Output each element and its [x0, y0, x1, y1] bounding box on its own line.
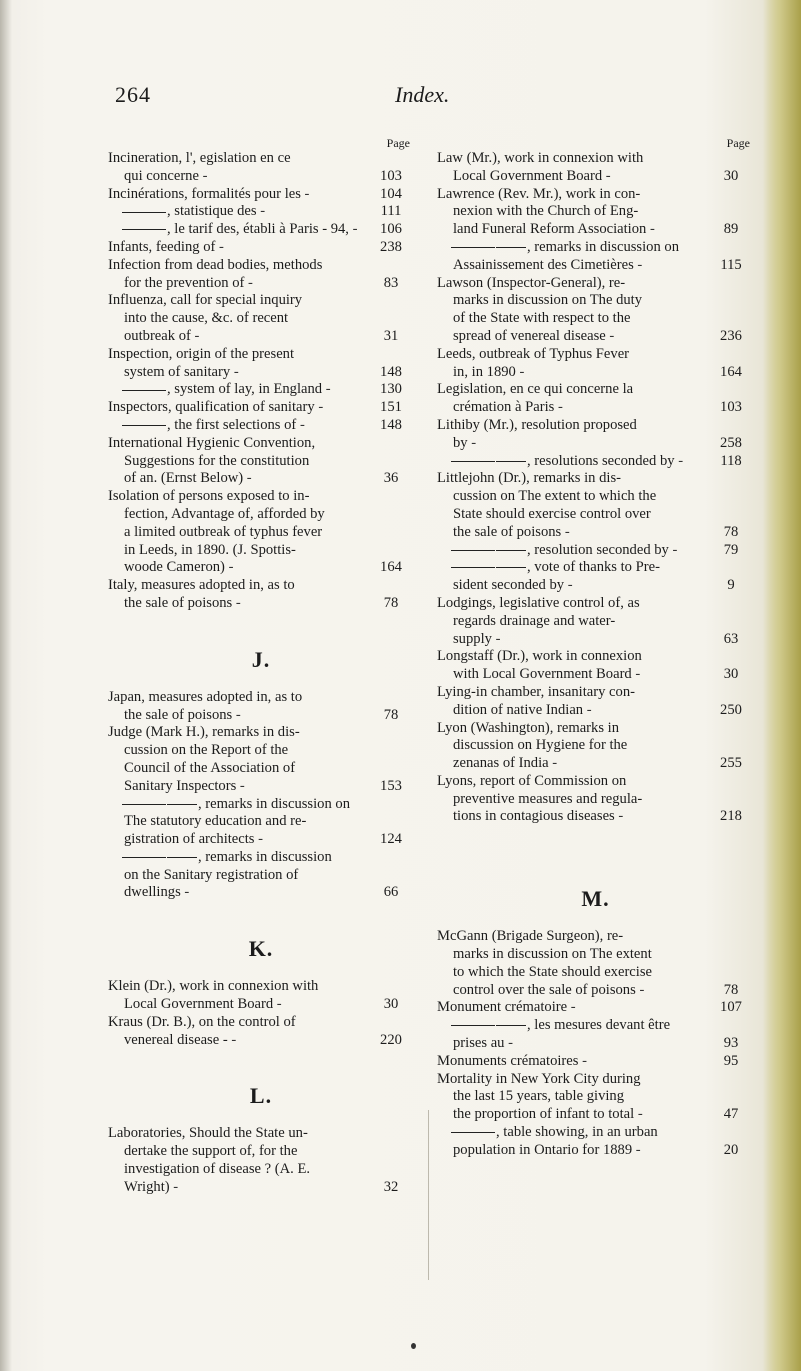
entry-text: supply — [453, 630, 492, 647]
entry-page-number: 32 — [383, 1178, 399, 1195]
entry-text: dition of native Indian — [453, 701, 584, 718]
leader-dashes: - — [314, 399, 324, 416]
entry-text: cussion on the Report of the — [124, 742, 289, 759]
entry-text: Inspectors, qualification of sanitary — [108, 399, 315, 416]
leader-dashes: - — [256, 203, 266, 220]
entry-page-number: 78 — [723, 523, 739, 540]
entry-page-number: 47 — [723, 1106, 739, 1123]
index-entry — [108, 978, 414, 1014]
entry-text: zenanas of India — [453, 755, 549, 772]
running-head: Index. — [395, 82, 450, 107]
leader-dashes: - — [504, 1035, 513, 1052]
leader-dashes: - — [561, 523, 570, 540]
entry-text: the sale of poisons — [124, 706, 233, 723]
entry-text: Lithiby (Mr.), resolution proposed — [437, 416, 637, 433]
entry-text: , the first selections of — [167, 416, 297, 433]
entry-page-number: 79 — [723, 541, 739, 558]
ditto-dash — [122, 804, 166, 805]
entry-text: Suggestions for the constitution — [124, 452, 310, 469]
entry-page-number: 115 — [720, 256, 742, 273]
index-entry — [108, 689, 414, 725]
page-edge-discoloration — [763, 0, 801, 1371]
entry-text: The statutory education and re- — [124, 813, 307, 830]
entry-text: , remarks in discussion on — [198, 795, 351, 812]
entry-text: crémation à Paris — [453, 399, 555, 416]
leader-dashes: - — [180, 884, 190, 901]
entry-text: Monuments crématoires — [437, 1052, 579, 1069]
index-entry — [108, 488, 414, 577]
index-entry — [108, 399, 414, 417]
entry-text: woode Cameron) — [124, 559, 225, 576]
entry-text: marks in discussion on The duty — [453, 292, 643, 309]
entry-text: Council of the Association of — [124, 759, 296, 776]
ditto-dash — [122, 857, 166, 858]
entry-page-number: 106 — [380, 221, 402, 238]
index-column-left — [108, 136, 414, 1197]
entry-text: to which the State should exercise — [453, 963, 652, 980]
index-entry — [437, 186, 754, 239]
leader-dashes: - — [632, 1141, 641, 1158]
entry-text: population in Ontario for 1889 — [453, 1141, 633, 1158]
entry-page-number: 164 — [380, 559, 402, 576]
ditto-dash — [451, 461, 495, 462]
ditto-dash — [167, 804, 197, 805]
entry-text: Incineration, l', egislation en ce — [108, 150, 291, 166]
leader-dashes: - — [230, 363, 239, 380]
entry-text: outbreak of — [124, 327, 191, 344]
section-letter: L. — [249, 1083, 273, 1109]
leader-dashes: - — [236, 777, 245, 794]
entry-page-number: 124 — [380, 831, 402, 848]
entry-text: Inspection, origin of the present — [108, 345, 295, 362]
entry-text: the proportion of infant to total — [453, 1106, 635, 1123]
ditto-dash — [167, 857, 197, 858]
section-letter: J. — [251, 646, 271, 672]
ditto-dash — [451, 567, 495, 568]
index-entry — [437, 559, 754, 595]
entry-text: Incinérations, formalités pour les — [108, 185, 301, 202]
entry-text: State should exercise control over — [453, 505, 651, 522]
ditto-dash — [451, 550, 495, 551]
entry-text: , vote of thanks to Pre- — [527, 559, 660, 576]
entry-text: McGann (Brigade Surgeon), re- — [437, 928, 624, 945]
leader-dashes: - — [668, 541, 678, 558]
index-entry — [108, 577, 414, 613]
entry-page-number: 107 — [720, 999, 742, 1016]
index-entry — [108, 724, 414, 795]
entry-text: tions in contagious diseases — [453, 808, 615, 825]
entry-text: Local Government Board — [124, 996, 274, 1013]
leader-dashes: - — [564, 577, 573, 594]
entry-text: dertake the support of, for the — [124, 1143, 298, 1160]
leader-dashes: - — [227, 1031, 237, 1048]
entry-text: a limited outbreak of typhus fever — [124, 523, 323, 540]
entry-text: investigation of disease ? (A. E. — [124, 1161, 311, 1178]
entry-text: with Local Government Board — [453, 666, 632, 683]
index-entry — [437, 720, 754, 773]
leader-dashes: - — [602, 167, 611, 184]
entry-text: prises au — [453, 1035, 505, 1052]
index-entry — [108, 239, 414, 257]
entry-page-number: 103 — [720, 399, 742, 416]
entry-text: marks in discussion on The extent — [453, 946, 652, 963]
leader-dashes: - — [467, 434, 477, 451]
entry-page-number: 78 — [383, 706, 399, 723]
ditto-dash — [451, 1025, 495, 1026]
page-header — [0, 82, 801, 112]
index-entry — [108, 346, 414, 382]
entry-text: Monument crématoire — [437, 999, 568, 1016]
entry-page-number: 151 — [380, 399, 402, 416]
leader-dashes: - — [169, 1178, 179, 1195]
index-entry — [108, 221, 414, 239]
entry-text: of an. (Ernst Below) — [124, 470, 244, 487]
entry-text: , resolution seconded by — [527, 541, 669, 558]
entry-page-number: 78 — [383, 594, 399, 611]
entry-text: Lawson (Inspector-General), re- — [437, 274, 626, 291]
entry-text: in, in 1890 — [453, 363, 516, 380]
entry-text: Infants, feeding of — [108, 238, 216, 255]
entry-text: Infection from dead bodies, methods — [108, 256, 323, 273]
entry-text: nexion with the Church of Eng- — [453, 203, 639, 220]
leader-dashes: - — [215, 238, 224, 255]
ditto-dash — [122, 425, 166, 426]
entry-text: dwellings — [124, 884, 181, 901]
leader-dashes: - — [646, 221, 655, 238]
index-entry — [437, 470, 754, 541]
entry-text: Lawrence (Rev. Mr.), work in con- — [437, 185, 641, 202]
index-entry — [437, 684, 754, 720]
page-binding-shadow — [0, 0, 12, 1371]
entry-text: the last 15 years, table giving — [453, 1088, 625, 1105]
entry-text: in Leeds, in 1890. (J. Spottis- — [124, 541, 296, 558]
entry-text: , resolutions seconded by — [527, 452, 675, 469]
leader-dashes: - — [232, 706, 241, 723]
index-entry — [108, 186, 414, 204]
index-entry — [437, 417, 754, 453]
index-entry — [437, 1071, 754, 1124]
entry-text: qui concerne — [124, 167, 199, 184]
index-entry — [437, 1124, 754, 1160]
entry-page-number: 250 — [720, 701, 742, 718]
entry-text: the sale of poisons — [124, 594, 233, 611]
page-number: 264 — [115, 82, 151, 107]
leader-dashes: - — [273, 996, 282, 1013]
index-entry — [437, 1053, 754, 1071]
index-entry — [437, 453, 754, 471]
entry-page-number: 89 — [723, 221, 739, 238]
entry-text: Judge (Mark H.), remarks in dis- — [108, 724, 300, 741]
entry-text: , les mesures devant être — [527, 1017, 671, 1034]
ditto-dash — [496, 550, 526, 551]
ditto-dash — [496, 461, 526, 462]
entry-text: Longstaff (Dr.), work in connexion — [437, 648, 642, 665]
ditto-dash — [122, 229, 166, 230]
ink-spot — [411, 1343, 416, 1349]
leader-dashes: - — [243, 470, 252, 487]
entry-page-number: 153 — [380, 777, 402, 794]
entry-page-number: 148 — [380, 363, 402, 380]
ditto-dash — [451, 1132, 495, 1133]
leader-dashes: - — [491, 630, 501, 647]
entry-page-number: 30 — [723, 167, 739, 184]
entry-text: , system of lay, in England — [167, 381, 323, 398]
entry-text: of the State with respect to the — [453, 310, 631, 327]
index-entry — [437, 773, 754, 826]
index-entry — [437, 150, 754, 186]
entry-text: Mortality in New York City during — [437, 1070, 641, 1087]
leader-dashes: - — [633, 256, 643, 273]
entry-text: system of sanitary — [124, 363, 231, 380]
entry-text: Wright) — [124, 1178, 170, 1195]
entry-text: , statistique des — [167, 203, 257, 220]
entry-text: Laboratories, Should the State un- — [108, 1125, 308, 1142]
section-letter: M. — [581, 886, 610, 912]
entry-text: Littlejohn (Dr.), remarks in dis- — [437, 470, 622, 487]
entry-text: Leeds, outbreak of Typhus Fever — [437, 345, 630, 362]
entry-text: Assainissement des Cimetières — [453, 256, 634, 273]
entry-text: control over the sale of poisons — [453, 981, 636, 998]
index-entry — [437, 346, 754, 382]
index-entry — [108, 150, 414, 186]
entry-text: Legislation, en ce qui concerne la — [437, 381, 634, 398]
leader-dashes: - — [635, 981, 645, 998]
entry-text: Law (Mr.), work in connexion with — [437, 150, 644, 166]
leader-dashes: - — [296, 416, 305, 433]
leader-dashes: - — [322, 381, 331, 398]
entry-page-number: 30 — [383, 996, 399, 1013]
index-entry — [108, 796, 414, 849]
index-entry — [108, 1125, 414, 1196]
leader-dashes: - — [614, 808, 624, 825]
entry-text: on the Sanitary registration of — [124, 866, 299, 883]
entry-text: , remarks in discussion — [198, 848, 332, 865]
leader-dashes: - — [254, 831, 264, 848]
leader-dashes: - — [631, 666, 641, 683]
ditto-dash — [496, 1025, 526, 1026]
entry-page-number: 258 — [720, 434, 742, 451]
entry-page-number: 220 — [380, 1031, 402, 1048]
index-entry — [437, 595, 754, 648]
index-entry — [437, 542, 754, 560]
entry-page-number: 164 — [720, 363, 742, 380]
entry-text: discussion on Hygiene for the — [453, 737, 628, 754]
leader-dashes: - — [244, 274, 253, 291]
entry-text: spread of venereal disease — [453, 327, 606, 344]
ditto-dash — [451, 247, 495, 248]
index-entry — [437, 1017, 754, 1053]
entry-page-number: 66 — [383, 884, 399, 901]
leader-dashes: - — [232, 594, 241, 611]
leader-dashes: - — [605, 327, 615, 344]
entry-page-number: 31 — [383, 327, 399, 344]
entry-text: Lyon (Washington), remarks in — [437, 719, 620, 736]
entry-text: Local Government Board — [453, 167, 603, 184]
index-entry — [108, 1014, 414, 1050]
index-entry — [437, 648, 754, 684]
leader-dashes: - — [190, 327, 200, 344]
ditto-dash — [496, 247, 526, 248]
entry-page-number: 218 — [720, 808, 742, 825]
index-entry — [108, 417, 414, 435]
leader-dashes: - — [198, 167, 208, 184]
index-entry — [437, 239, 754, 275]
leader-dashes: - — [300, 185, 310, 202]
column-divider — [428, 1110, 429, 1280]
leader-dashes: - — [578, 1052, 587, 1069]
entry-text: Lodgings, legislative control of, as — [437, 594, 640, 611]
leader-dashes: - — [567, 999, 576, 1016]
entry-text: International Hygienic Convention, — [108, 434, 316, 451]
entry-page-number: 148 — [380, 416, 402, 433]
column-page-heading: Page — [386, 136, 410, 150]
ditto-dash — [496, 567, 526, 568]
index-column-right — [437, 136, 754, 1160]
leader-dashes: - — [583, 701, 592, 718]
entry-page-number: 95 — [723, 1052, 739, 1069]
entry-text: Japan, measures adopted in, as to — [108, 688, 303, 705]
entry-page-number: 111 — [380, 203, 402, 220]
entry-page-number: 236 — [720, 327, 742, 344]
index-entry — [437, 928, 754, 999]
column-page-heading: Page — [726, 136, 750, 150]
entry-text: Lying-in chamber, insanitary con- — [437, 683, 635, 700]
entry-page-number: 103 — [380, 167, 402, 184]
entry-text: , remarks in discussion on — [527, 238, 680, 255]
entry-text: sident seconded by — [453, 577, 565, 594]
entry-page-number: 63 — [723, 630, 739, 647]
entry-text: by — [453, 434, 468, 451]
leader-dashes: - — [515, 363, 525, 380]
entry-page-number: 255 — [720, 755, 742, 772]
entry-text: Italy, measures adopted in, as to — [108, 577, 295, 594]
entry-page-number: 20 — [723, 1141, 739, 1158]
entry-text: into the cause, &c. of recent — [124, 310, 289, 327]
entry-text: Klein (Dr.), work in connexion with — [108, 978, 319, 995]
entry-page-number: 36 — [383, 470, 399, 487]
leader-dashes: - — [674, 452, 684, 469]
entry-text: preventive measures and regula- — [453, 790, 643, 807]
index-entry — [437, 381, 754, 417]
leader-dashes: - — [548, 755, 558, 772]
entry-page-number: 118 — [720, 452, 742, 469]
ditto-dash — [122, 212, 166, 213]
index-entry — [108, 292, 414, 345]
leader-dashes: - — [224, 559, 234, 576]
entry-page-number: 130 — [380, 381, 402, 398]
index-entry — [108, 381, 414, 399]
entry-text: Isolation of persons exposed to in- — [108, 488, 310, 505]
entry-text: , le tarif des, établi à Paris - 94, — [167, 221, 349, 238]
entry-text: regards drainage and water- — [453, 612, 616, 629]
entry-page-number: 93 — [723, 1035, 739, 1052]
entry-text: fection, Advantage of, afforded by — [124, 505, 325, 522]
index-entry — [108, 257, 414, 293]
entry-text: Lyons, report of Commission on — [437, 772, 627, 789]
entry-text: Sanitary Inspectors — [124, 777, 237, 794]
ditto-dash — [122, 390, 166, 391]
entry-text: Influenza, call for special inquiry — [108, 292, 303, 309]
index-entry — [437, 275, 754, 346]
index-entry — [437, 999, 754, 1017]
entry-page-number: 83 — [383, 274, 399, 291]
entry-text: the sale of poisons — [453, 523, 562, 540]
index-entry — [108, 435, 414, 488]
entry-text: , table showing, in an urban — [496, 1124, 658, 1141]
section-letter: K. — [248, 936, 274, 962]
entry-text: cussion on The extent to which the — [453, 488, 657, 505]
entry-text: gistration of architects — [124, 831, 255, 848]
entry-text: Kraus (Dr. B.), on the control of — [108, 1013, 296, 1030]
entry-page-number: 238 — [380, 238, 402, 255]
entry-text: for the prevention of — [124, 274, 245, 291]
entry-page-number: 104 — [380, 185, 402, 202]
entry-text: venereal disease - — [124, 1031, 228, 1048]
leader-dashes: - — [554, 399, 563, 416]
leader-dashes: - — [634, 1106, 643, 1123]
index-entry — [108, 849, 414, 902]
entry-page-number: 30 — [723, 666, 739, 683]
leader-dashes: - — [348, 221, 358, 238]
entry-page-number: 9 — [727, 577, 735, 594]
entry-text: land Funeral Reform Association — [453, 221, 647, 238]
index-entry — [108, 203, 414, 221]
entry-page-number: 78 — [723, 981, 739, 998]
